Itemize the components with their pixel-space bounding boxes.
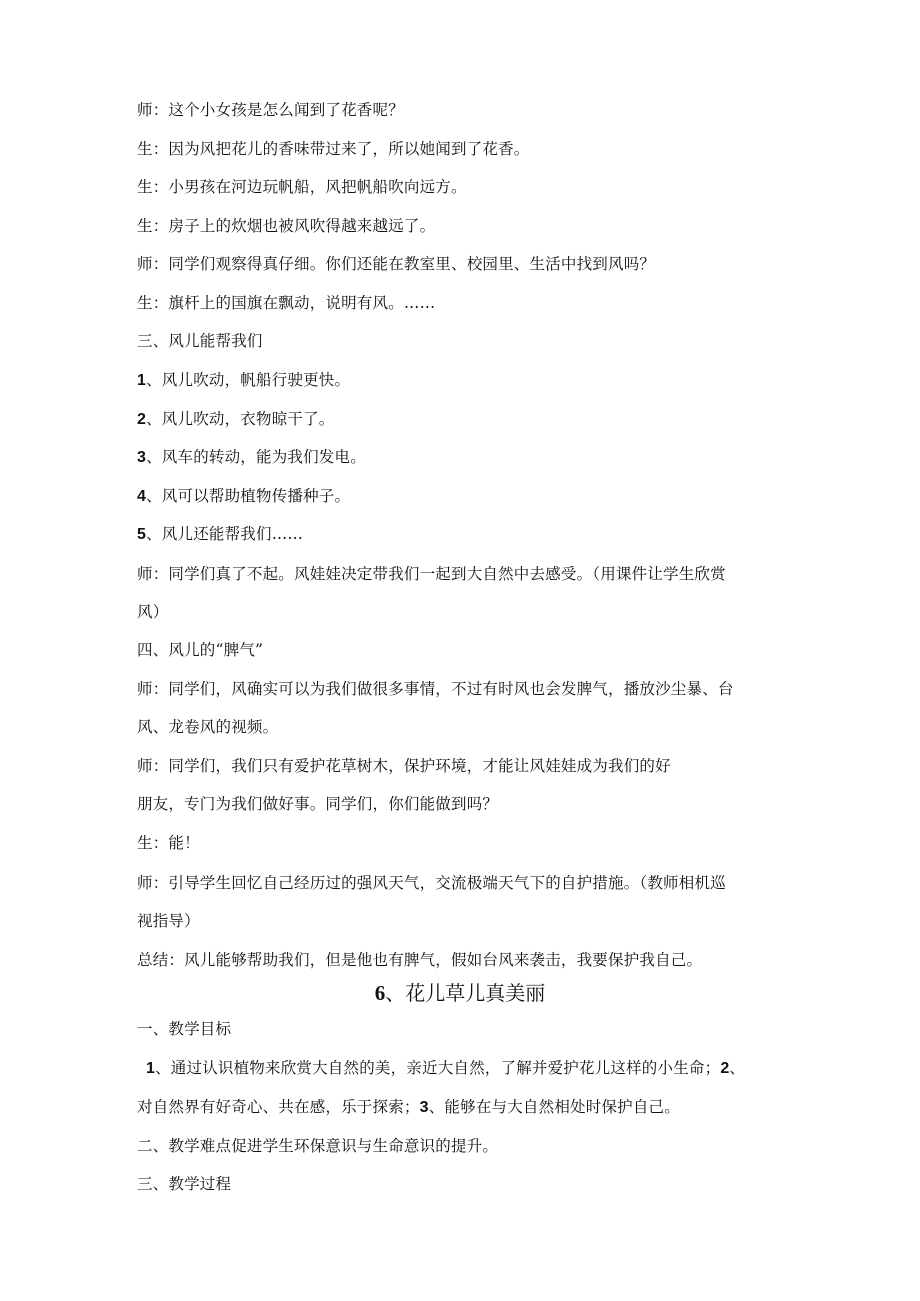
section-heading — [137, 331, 797, 351]
item-text: 对自然界有好奇心、共在感，乐于探索； — [137, 1098, 420, 1116]
line-text: 师：同学们观察得真仔细。你们还能在教室里、校园里、生活中找到风吗？ — [137, 255, 656, 273]
line-text: 生：能！ — [137, 834, 200, 852]
dialogue-line — [137, 139, 797, 159]
line-text: 生：因为风把花儿的香味带过来了，所以她闻到了花香。 — [137, 140, 530, 158]
item-text: 、 — [729, 1059, 746, 1077]
line-text: 生：房子上的炊烟也被风吹得越来越远了。 — [137, 217, 436, 235]
line-text: 师：同学们真了不起。风娃娃决定带我们一起到大自然中去感受。（用课件让学生欣赏 — [137, 565, 726, 583]
heading-text: 三、教学过程 — [137, 1175, 232, 1193]
item-text: 、风车的转动，能为我们发电。 — [146, 448, 366, 466]
list-item — [137, 409, 797, 430]
heading-text: 四、风儿的“脾气” — [137, 641, 264, 659]
item-text: 、风儿吹动，衣物晾干了。 — [146, 410, 335, 428]
line-text: 风、龙卷风的视频。 — [137, 718, 279, 736]
line-text: 朋友，专门为我们做好事。同学们，你们能做到吗？ — [137, 795, 499, 813]
list-item — [137, 486, 797, 507]
dialogue-line — [137, 679, 797, 699]
line-text: 师：引导学生回忆自己经历过的强风天气，交流极端天气下的自护措施。（教师相机巡 — [137, 874, 726, 892]
dialogue-line — [137, 100, 797, 120]
lesson-title — [0, 980, 920, 1006]
line-text: 生：旗杆上的国旗在飘动，说明有风。…… — [137, 294, 436, 312]
dialogue-line — [137, 911, 797, 931]
item-number: 1 — [137, 372, 147, 389]
section-heading — [137, 1019, 797, 1039]
dialogue-line — [137, 794, 797, 814]
dialogue-line — [137, 873, 797, 893]
item-text: 、风儿还能帮我们…… — [146, 525, 304, 543]
line-text: 风） — [137, 603, 169, 621]
line-text: 师：同学们，风确实可以为我们做很多事情，不过有时风也会发脾气，播放沙尘暴、台 — [137, 680, 734, 698]
line-text: 生：小男孩在河边玩帆船，风把帆船吹向远方。 — [137, 178, 467, 196]
item-number: 1 — [146, 1060, 156, 1077]
item-number: 3 — [419, 1099, 429, 1116]
goal-line — [146, 1058, 806, 1079]
list-item — [137, 370, 797, 391]
list-item — [137, 447, 797, 468]
item-number: 4 — [137, 488, 147, 505]
item-text: 、通过认识植物来欣赏大自然的美，亲近大自然，了解并爱护花儿这样的小生命； — [155, 1059, 721, 1077]
dialogue-line — [137, 216, 797, 236]
item-number: 2 — [720, 1060, 730, 1077]
title-number: 6 — [374, 981, 386, 1005]
section-heading — [137, 1136, 797, 1156]
line-text: 师：同学们，我们只有爱护花草树木，保护环境，才能让风娃娃成为我们的好 — [137, 757, 671, 775]
dialogue-line — [137, 756, 797, 776]
dialogue-line — [137, 254, 797, 274]
item-text: 、风儿吹动，帆船行驶更快。 — [146, 371, 351, 389]
dialogue-line — [137, 293, 797, 313]
heading-text: 二、教学难点促进学生环保意识与生命意识的提升。 — [137, 1137, 499, 1155]
item-text: 、风可以帮助植物传播种子。 — [146, 487, 351, 505]
goal-line — [137, 1097, 797, 1118]
dialogue-line — [137, 602, 797, 622]
item-number: 3 — [137, 449, 147, 466]
title-text: 、花儿草儿真美丽 — [385, 981, 546, 1005]
list-item — [137, 524, 797, 545]
dialogue-line — [137, 177, 797, 197]
dialogue-line — [137, 833, 797, 853]
dialogue-line — [137, 564, 797, 584]
dialogue-line — [137, 717, 797, 737]
item-number: 5 — [137, 526, 147, 543]
line-text: 总结：风儿能够帮助我们，但是他也有脾气，假如台风来袭击，我要保护我自己。 — [137, 951, 703, 969]
line-text: 师：这个小女孩是怎么闻到了花香呢？ — [137, 101, 404, 119]
item-number: 2 — [137, 411, 147, 428]
heading-text: 三、风儿能帮我们 — [137, 332, 263, 350]
section-heading — [137, 640, 797, 660]
summary-line — [137, 950, 797, 970]
section-heading — [137, 1174, 797, 1194]
heading-text: 一、教学目标 — [137, 1020, 232, 1038]
item-text: 、能够在与大自然相处时保护自己。 — [428, 1098, 680, 1116]
line-text: 视指导） — [137, 912, 200, 930]
